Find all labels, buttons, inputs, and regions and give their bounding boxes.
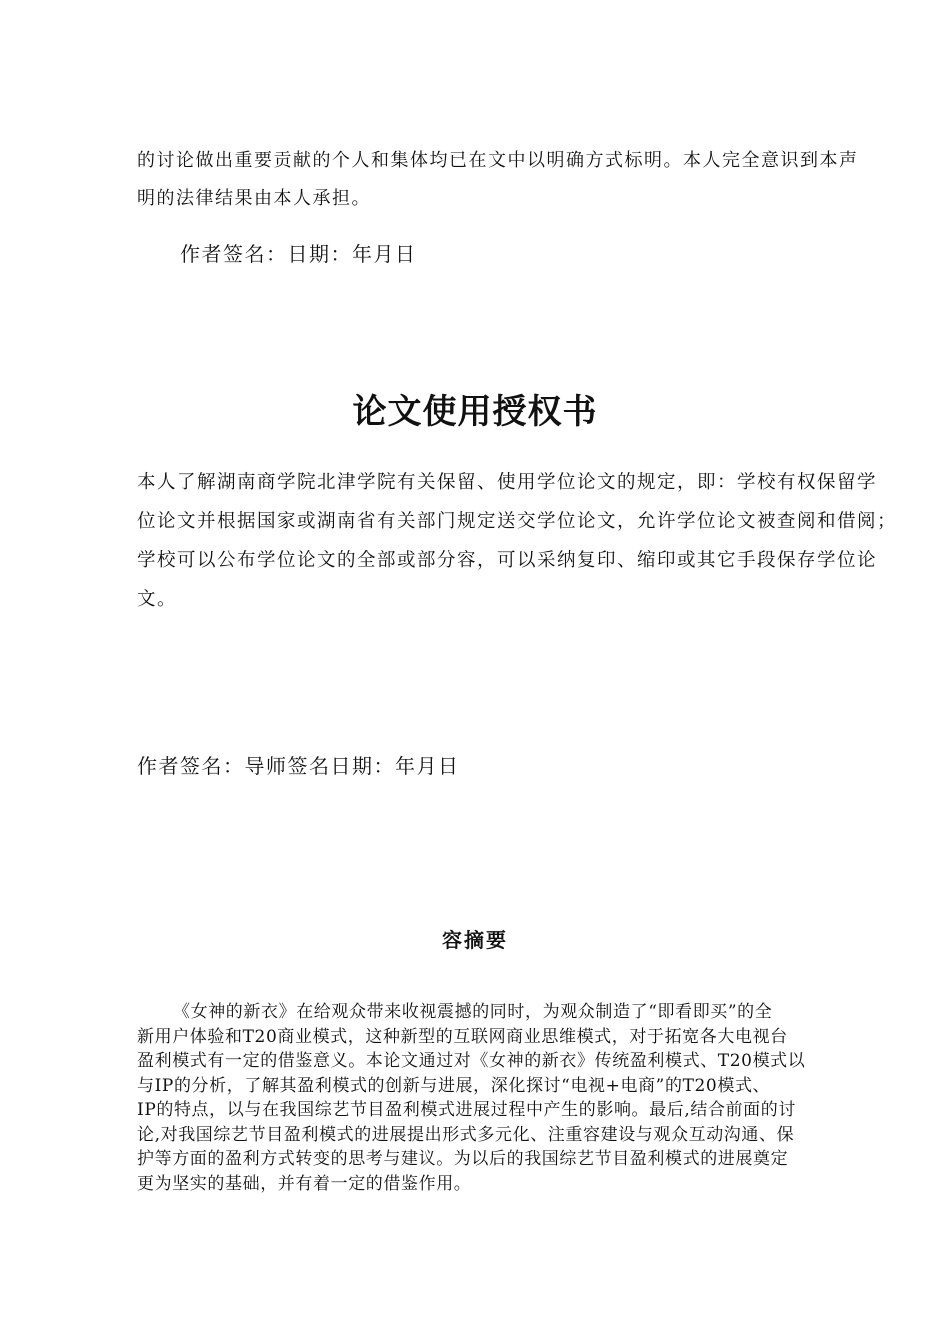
authorization-line: 本人了解湖南商学院北津学院有关保留、使用学位论文的规定，即：学校有权保留学 — [137, 472, 878, 493]
abstract-line: 盈利模式有一定的借鉴意义。本论文通过对《女神的新衣》传统盈利模式、T20模式以 — [137, 1051, 806, 1071]
abstract-line: 更为坚实的基础，并有着一定的借鉴作用。 — [137, 1173, 472, 1194]
authorization-text — [137, 463, 898, 619]
declaration-line: 的讨论做出重要贡献的个人和集体均已在文中以明确方式标明。本人完全意识到本声 — [137, 150, 859, 171]
authorization-line: 文。 — [137, 589, 178, 610]
authorization-signature-line: 作者签名：导师签名日期：年月日 — [137, 754, 460, 778]
abstract-line: 《女神的新衣》在给观众带来收视震撼的同时，为观众制造了“即看即买”的全 — [173, 1002, 773, 1022]
declaration-text — [137, 142, 857, 218]
authorization-line: 位论文并根据国家或湖南省有关部门规定送交学位论文，允许学位论文被查阅和借阅； — [137, 511, 898, 532]
abstract-line: 与IP的分析，了解其盈利模式的创新与进展，深化探讨“电视+电商”的T20模式、 — [137, 1075, 771, 1096]
abstract-line: 论,对我国综艺节目盈利模式的进展提出形式多元化、注重容建设与观众互动沟通、保 — [137, 1124, 795, 1145]
abstract-title: 容摘要 — [442, 928, 508, 952]
authorization-line: 学校可以公布学位论文的全部或部分容，可以采纳复印、缩印或其它手段保存学位论 — [137, 550, 878, 571]
declaration-signature-line: 作者签名：日期：年月日 — [180, 242, 417, 266]
authorization-title: 论文使用授权书 — [352, 392, 598, 432]
abstract-line: 新用户体验和T20商业模式，这种新型的互联网商业思维模式，对于拓宽各大电视台 — [137, 1026, 788, 1047]
abstract-line: IP的特点，以与在我国综艺节目盈利模式进展过程中产生的影响。最后,结合前面的讨 — [137, 1100, 796, 1120]
abstract-line: 护等方面的盈利方式转变的思考与建议。为以后的我国综艺节目盈利模式的进展奠定 — [137, 1149, 789, 1169]
declaration-line: 明的法律结果由本人承担。 — [137, 188, 371, 209]
abstract-text — [137, 1000, 857, 1196]
